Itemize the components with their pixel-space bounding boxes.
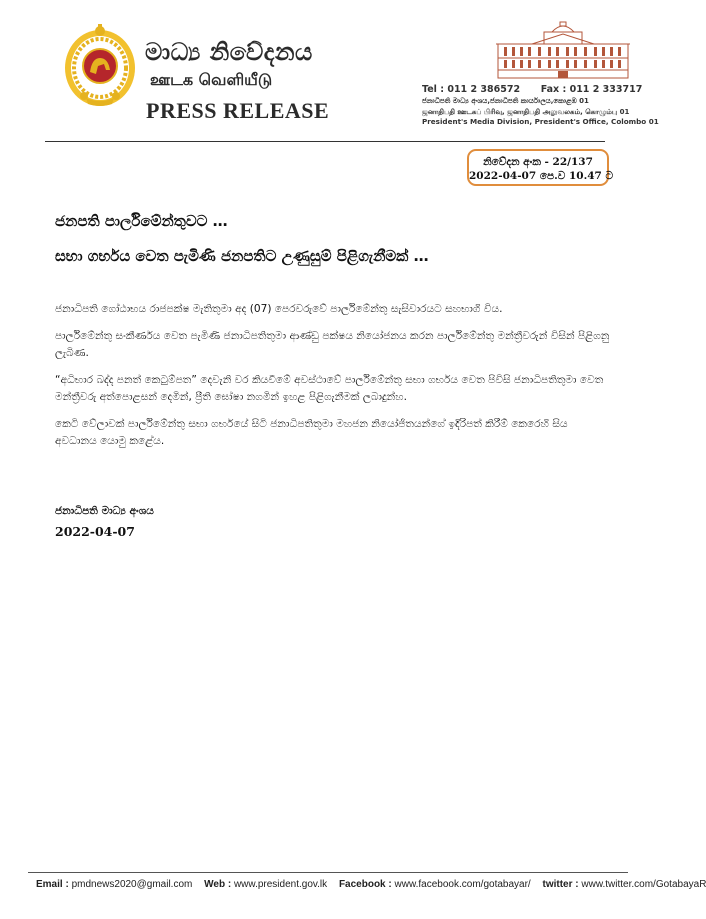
email-link[interactable]: pmdnews2020@gmail.com <box>71 879 193 890</box>
presidents-office-building-illustration <box>492 18 634 80</box>
release-number-value: 22/137 <box>552 156 593 168</box>
release-number-label: නිවේදන අංක - <box>483 156 549 168</box>
facebook-label: Facebook : <box>338 879 392 890</box>
email-label: Email : <box>36 879 69 890</box>
contact-block <box>422 84 659 128</box>
footer-divider <box>28 872 628 873</box>
body-paragraph-2: පාර්ලිමේන්තු සංකීර්ණය වෙත පැමිණි ජනාධිපතිතුමා ආණ්ඩු පක්ෂය නියෝජනය කරන පාර්ලිමේන්තු මන්ත්‍රීවරුන් විසින් පිළිගනු ලැබිණ. <box>55 330 610 359</box>
release-time-suffix: ට <box>605 170 614 182</box>
body-paragraph-4: කෙටි වේලාවක් පාර්ලිමේන්තු සභා ගර්භයේ සිටි ජනාධිපතිතුමා මහජන නියෝජිතයන්ගේ ඉදිරිපත් කිරීම් කෙරෙහි සිය අවධානය යොමු කළේය. <box>55 418 568 447</box>
footer-contacts <box>36 879 706 890</box>
phone-fax-row <box>422 84 643 96</box>
release-date: 2022-04-07 <box>469 170 537 182</box>
release-number-box <box>467 149 614 186</box>
address-sinhala: ජනාධිපති මාධ්‍ය අංශය,ජනාධිපති කාර්යාලය,කොළඹ 01 <box>422 97 589 105</box>
fax-value: : 011 2 333717 <box>562 84 643 95</box>
sri-lanka-emblem-logo <box>62 22 138 110</box>
header-divider <box>45 141 605 142</box>
address-tamil: ஜனாதிபதி ஊடகப் பிரிவு, ஜனாதிபதி அலுவலகம், கொழும்பு 01 <box>422 107 630 116</box>
press-release-title-english: PRESS RELEASE <box>146 98 330 123</box>
fax-label: Fax <box>540 84 560 95</box>
press-release-title-sinhala: මාධ්‍ය නිවේදනය <box>145 38 313 66</box>
release-time: 10.47 <box>568 170 602 182</box>
web-link[interactable]: www.president.gov.lk <box>233 879 328 890</box>
tel-value: : 011 2 386572 <box>440 84 521 95</box>
signature-division: ජනාධිපති මාධ්‍ය අංශය <box>55 505 154 517</box>
signature-date: 2022-04-07 <box>55 524 135 539</box>
tel-label: Tel <box>422 84 437 95</box>
body-paragraph-3: “අධිභාර බද්ද පනත් කෙටුම්පත” දෙවැනි වර කියවීමේ අවස්ථාවේ පාර්ලිමේන්තු සභා ගර්භය වෙත පිවිසි ජනාධිපතිතුමා වෙත මන්ත්‍රීවරු අත්පොළසන් දෙමින්, ප්‍රීති ඝෝෂා නගමින් ඉහළ පිළිගැනීමක් ලබාදුන්හ. <box>55 374 604 403</box>
address-english: President's Media Division, President's Office, Colombo 01 <box>422 117 659 126</box>
release-time-prefix: පෙ.ව <box>539 170 566 182</box>
body-paragraph-1: ජනාධිපති ගෝඨාභය රාජපක්ෂ මැතිතුමා අද (07) පෙරවරුවේ පාර්ලිමේන්තු සැසිවාරයට සහභාගි විය. <box>55 303 503 315</box>
release-body <box>55 301 610 460</box>
press-release-title-tamil: ஊடக வெளியீடு <box>150 70 273 89</box>
headline-line-1: ජනපති පාර්ලිමේන්තුවට … <box>55 212 228 230</box>
web-label: Web : <box>204 879 232 890</box>
twitter-link[interactable]: www.twitter.com/GotabayaR <box>581 879 706 890</box>
facebook-link[interactable]: www.facebook.com/gotabayar/ <box>394 879 531 890</box>
headline-line-2: සභා ගර්භය වෙත පැමිණි ජනපතිට උණුසුම් පිළිගැනීමක් … <box>55 247 429 265</box>
twitter-label: twitter : <box>542 879 579 890</box>
